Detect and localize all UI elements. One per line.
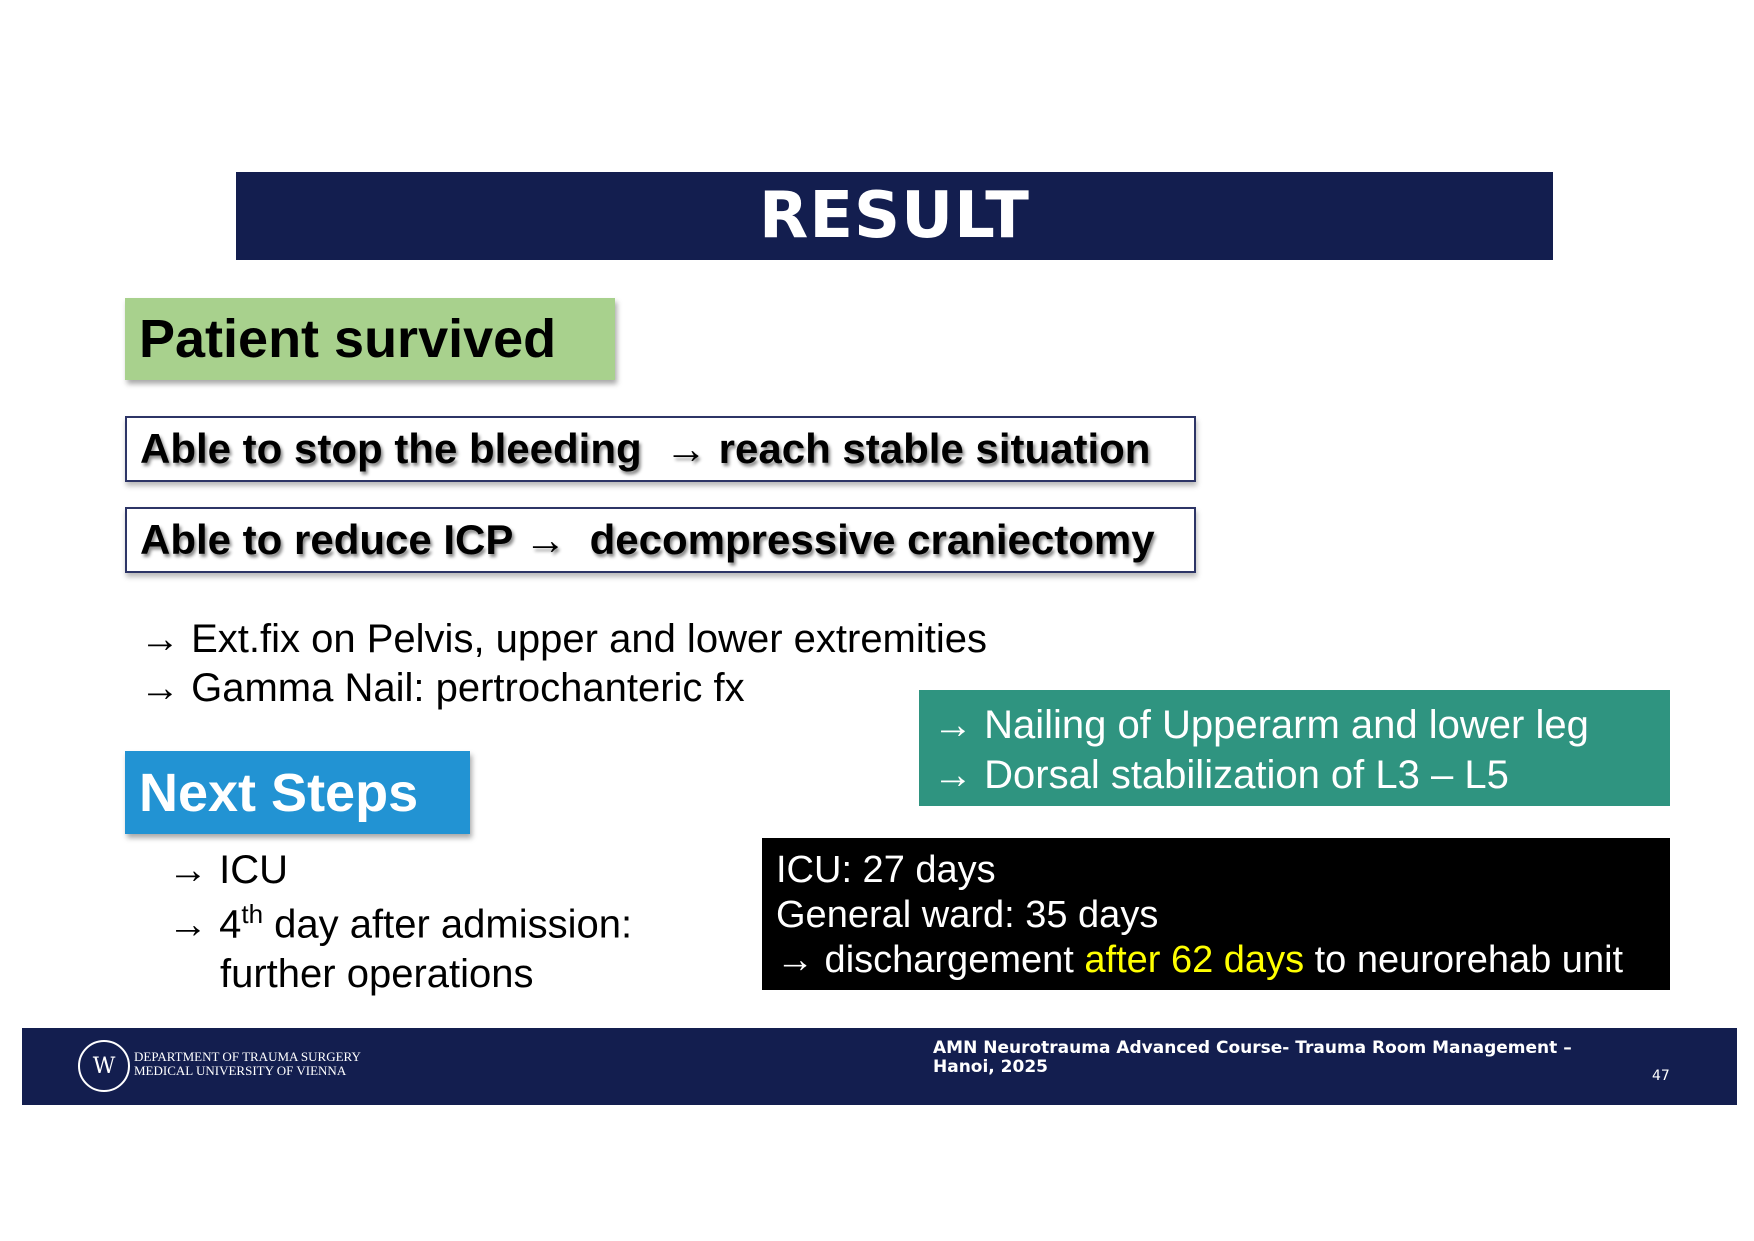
discharge-highlight: after 62 days (1084, 939, 1305, 981)
icu-days: ICU: 27 days (776, 849, 996, 891)
surgery-box (919, 690, 1670, 806)
next-steps-label: Next Steps (125, 751, 470, 834)
footer (22, 1028, 1737, 1105)
nailing-line: → Nailing of Upperarm and lower leg (933, 703, 1589, 747)
discharge-prefix: → dischargement (776, 939, 1085, 981)
next-day (168, 899, 632, 947)
day-prefix: → 4 (168, 902, 242, 947)
patient-survived-label: Patient survived (125, 298, 615, 380)
day-suffix: th (241, 899, 264, 929)
stay-box (762, 838, 1670, 990)
dept-line-2: MEDICAL UNIVERSITY OF VIENNA (134, 1063, 347, 1078)
day-text: day after admission: (263, 902, 633, 947)
page-number: 47 (1652, 1068, 1670, 1084)
university-logo-icon: W (78, 1040, 130, 1092)
discharge-suffix: to neurorehab unit (1304, 939, 1624, 981)
bleeding-box: Able to stop the bleeding → reach stable situation (125, 416, 1196, 482)
bullet-gamma-nail: → Gamma Nail: pertrochanteric fx (140, 666, 745, 710)
department-name (134, 1050, 361, 1078)
slide-title: RESULT (236, 172, 1553, 260)
course-title: AMN Neurotrauma Advanced Course- Trauma Room Management – Hanoi, 2025 (933, 1038, 1572, 1077)
icp-box: Able to reduce ICP → decompressive craniectomy (125, 507, 1196, 573)
next-icu: → ICU (168, 848, 288, 892)
dorsal-line: → Dorsal stabilization of L3 – L5 (933, 753, 1509, 797)
next-further: further operations (220, 952, 534, 996)
discharge-line (776, 938, 1670, 983)
bullet-extfix: → Ext.fix on Pelvis, upper and lower extremities (140, 617, 988, 661)
dept-line-1: DEPARTMENT OF TRAUMA SURGERY (134, 1049, 361, 1064)
ward-days: General ward: 35 days (776, 894, 1159, 936)
